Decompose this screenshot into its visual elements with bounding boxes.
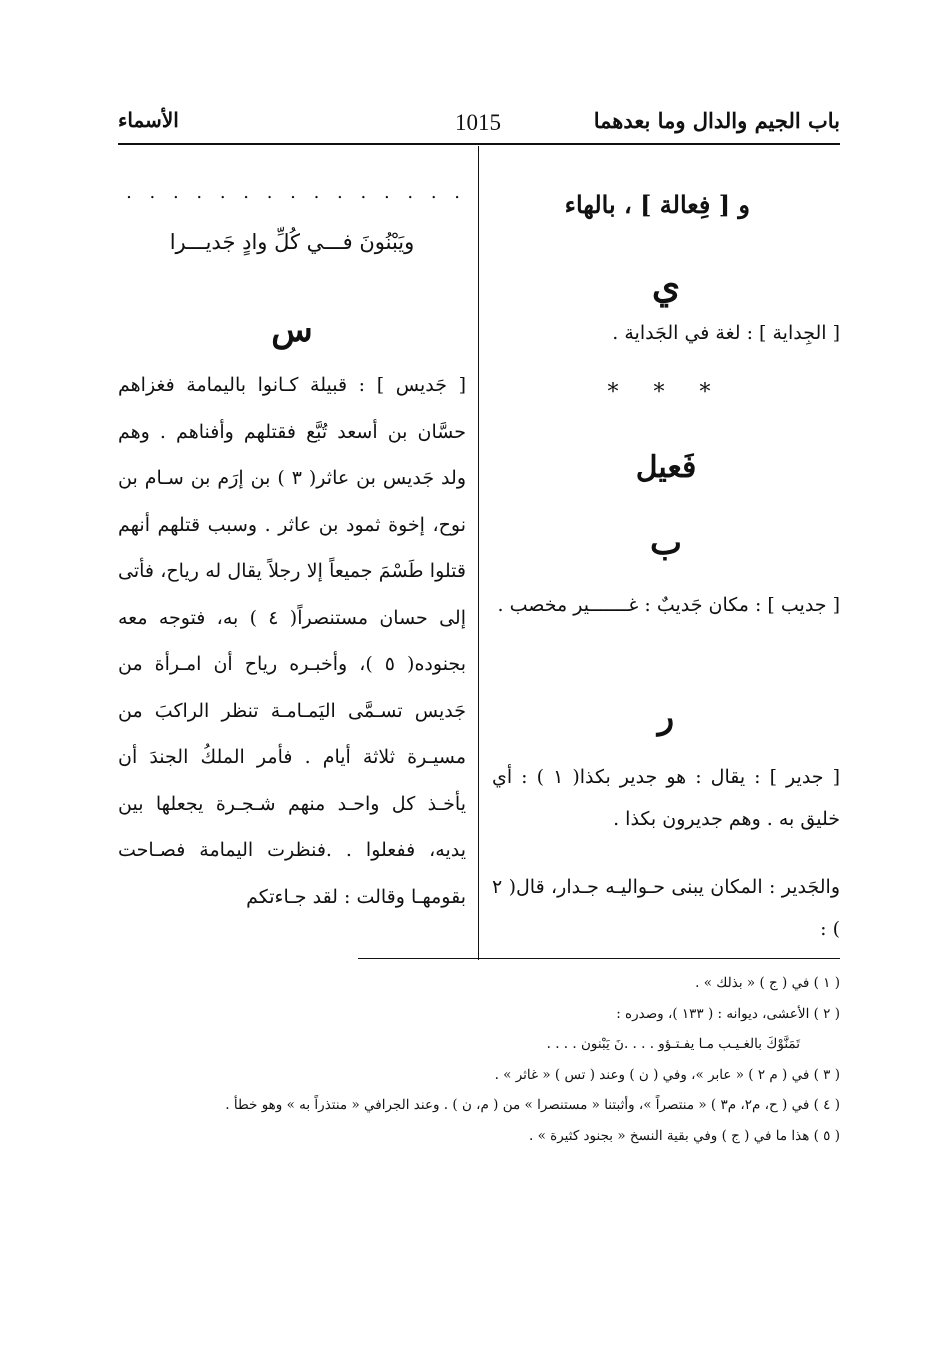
chapter-title: باب الجيم والدال وما بعدهما (593, 108, 840, 133)
footnote-4: ( ٤ ) في ( ح، م٢، م٣ ) « منتصراً »، وأثبتنا « مستنصرا » من ( م، ن ) . وعند الجرافي « منتذراً به » وهو خطأ . (225, 1097, 840, 1113)
letter-heading-ya: ي (651, 265, 681, 307)
entry-aljadir: والجَدير : المكان يبنى حـواليـه جـدار، قال( ٢ ) : (492, 876, 840, 940)
page-number: 1015 (455, 110, 501, 135)
header-rule (118, 143, 840, 145)
footnote-3: ( ٣ ) في ( م ٢ ) « عابر »، وفي ( ن ) وعند ( تس ) « غاثر » . (494, 1066, 840, 1083)
entry-jidaya: [ الجِداية ] : لغة في الجَداية . (612, 322, 840, 344)
footnote-1: ( ١ ) في ( ج ) « بذلك » . (695, 975, 840, 991)
letter-heading-ba: ب (649, 523, 682, 563)
entry-jadir: [ جدير ] : يقال : هو جدير بكذا( ١ ) : أي خليق به . وهم جديرون بكذا . (492, 766, 840, 830)
footnote-rule (358, 958, 840, 959)
entry-jadis: [ جَديس ] : قبيلة كـانوا باليمامة فغزاهم حسَّان بن أسعد تُبَّع فقتلهم وأفناهم . وهم ولد جَديس بن عاثر( ٣ ) بن إرَم بن سـام بن نوح، إخوة ثمود بن عاثر . وسبب قتلهم أنهم قتلوا طَسْمَ جميعاً إلا رجلاً يقال له رياح، فأتى إلى حسان مستنصراً( ٤ ) به، فتوجه معه بجنوده( ٥ )، وأخبـره رياح أن امـرأة من جَديس تسـمَّى اليَمـامـة تنظر الراكبَ من مسيـرة ثلاثة أيام . فأمر الملكُ الجندَ أن يأخـذ كل واحـد منهم شـجـرة يجعلها بين يديه، ففعلوا . .فنظرت اليمامة فصـاحت بقومهـا وقالت : لقد جـاءتكم (118, 374, 466, 908)
letter-heading-ra: ر (657, 697, 675, 737)
verse-ellipsis: . . . . . . . . . . . . . . . (126, 182, 466, 203)
column-divider (478, 146, 479, 960)
separator-stars: * * * (607, 380, 725, 405)
section-header: الأسماء (118, 108, 179, 132)
pattern-heading-faeel: فَعيل (635, 450, 697, 485)
pattern-heading-fiala: و [ فِعالة ] ، بالهاء (564, 190, 750, 219)
footnote-5: ( ٥ ) هذا ما في ( ج ) وفي بقية النسخ « بجنود كثيرة » . (529, 1127, 840, 1144)
footnote-2-verse: تَمَنَّوْكَ بالغـيـب مـا يفـتـؤو . . . .نَ يَبْنون . . . . (546, 1036, 800, 1052)
footnotes (140, 968, 840, 1151)
poetry-verse: ويَبْنُونَ فـــي كُلِّ وادٍ جَديـــرا (169, 230, 415, 254)
footnote-2: ( ٢ ) الأعشى، ديوانه : ( ١٣٣ )، وصدره : (616, 1005, 840, 1022)
letter-heading-sin: س (271, 310, 313, 350)
entry-jadib: [ جديب ] : مكان جَديبٌ : غـــــــير مخصب . (497, 594, 840, 616)
